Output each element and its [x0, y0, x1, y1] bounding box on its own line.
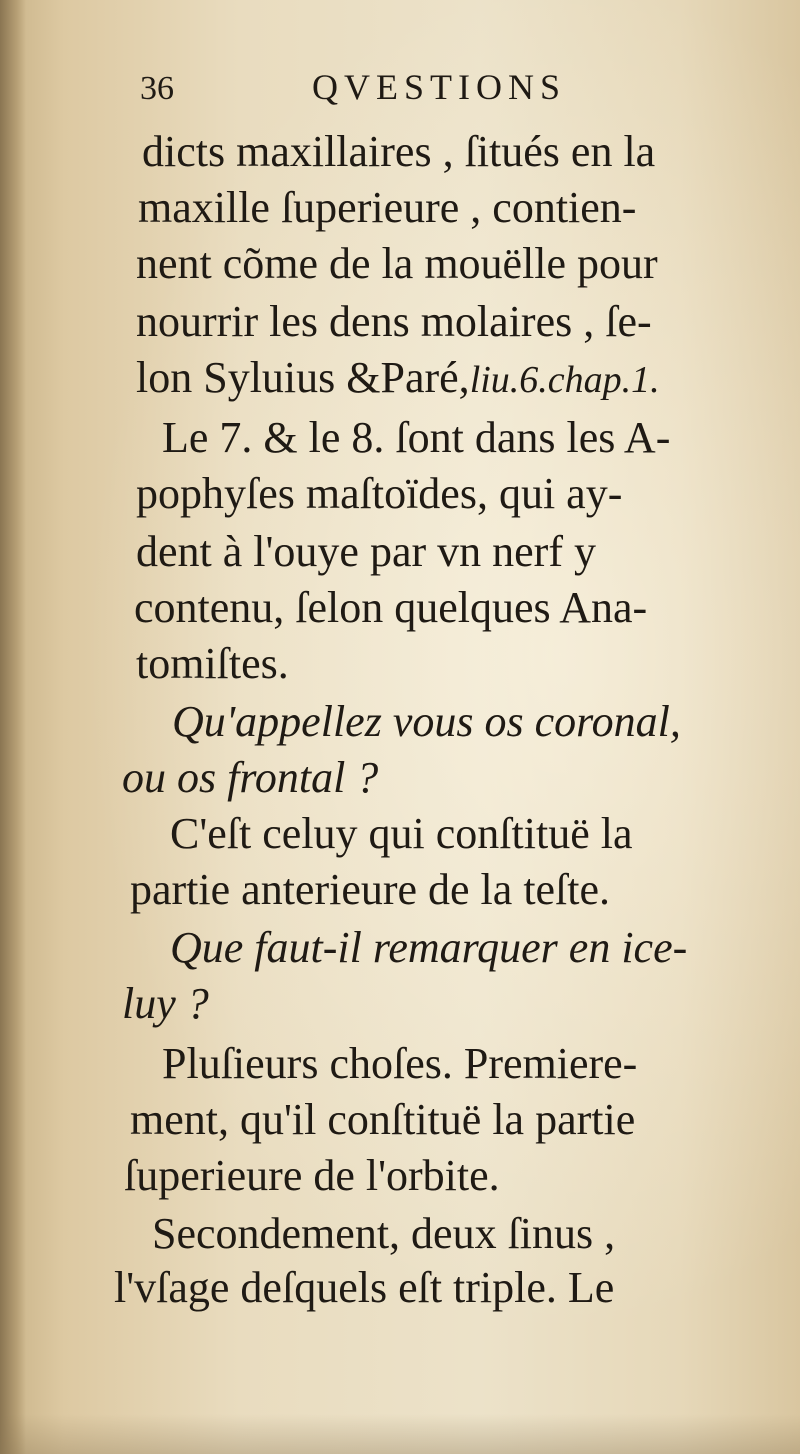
text-line: luy ? [122, 979, 209, 1028]
text-line: nourrir les dens molaires , ſe- [136, 297, 652, 346]
citation: liu.6.chap.1. [469, 359, 660, 401]
text-line: dicts maxillaires , ſitués en la [142, 127, 656, 176]
text-line: nent cõme de la mouëlle pour [136, 239, 658, 288]
text-line: pophyſes maſtoïdes, qui ay- [136, 469, 623, 518]
text-line: ou os frontal ? [122, 753, 379, 802]
text-line: Le 7. & le 8. ſont dans les A- [162, 413, 671, 462]
text-line: maxille ſuperieure , contien- [138, 183, 637, 232]
text-line: lon Syluius &Paré,liu.6.chap.1. [136, 353, 660, 402]
text-line: Secondement, deux ſinus , [152, 1209, 616, 1258]
page-header [112, 58, 762, 116]
text-line: C'eſt celuy qui conſtituë la [170, 809, 633, 858]
text-line: ment, qu'il conſtituë la partie [130, 1095, 636, 1144]
text-line: Que faut-il remarquer en ice- [170, 923, 688, 972]
text-line: Pluſieurs choſes. Premiere- [162, 1039, 638, 1088]
page-number: 36 [140, 70, 174, 107]
text-line: ſuperieure de l'orbite. [124, 1151, 500, 1200]
text-line: dent à l'ouye par vn nerf y [136, 527, 596, 576]
text-line: partie anterieure de la teſte. [130, 865, 611, 914]
text-line: l'vſage deſquels eſt triple. Le [114, 1263, 615, 1312]
page-bottom-edge [0, 1414, 800, 1454]
book-spine-shadow [0, 0, 26, 1454]
text-line: contenu, ſelon quelques Ana- [134, 583, 648, 632]
text-block [112, 58, 762, 1312]
running-title: QVESTIONS [312, 67, 567, 107]
text-line: tomiſtes. [136, 639, 289, 688]
text-line: Qu'appellez vous os coronal, [172, 697, 681, 746]
